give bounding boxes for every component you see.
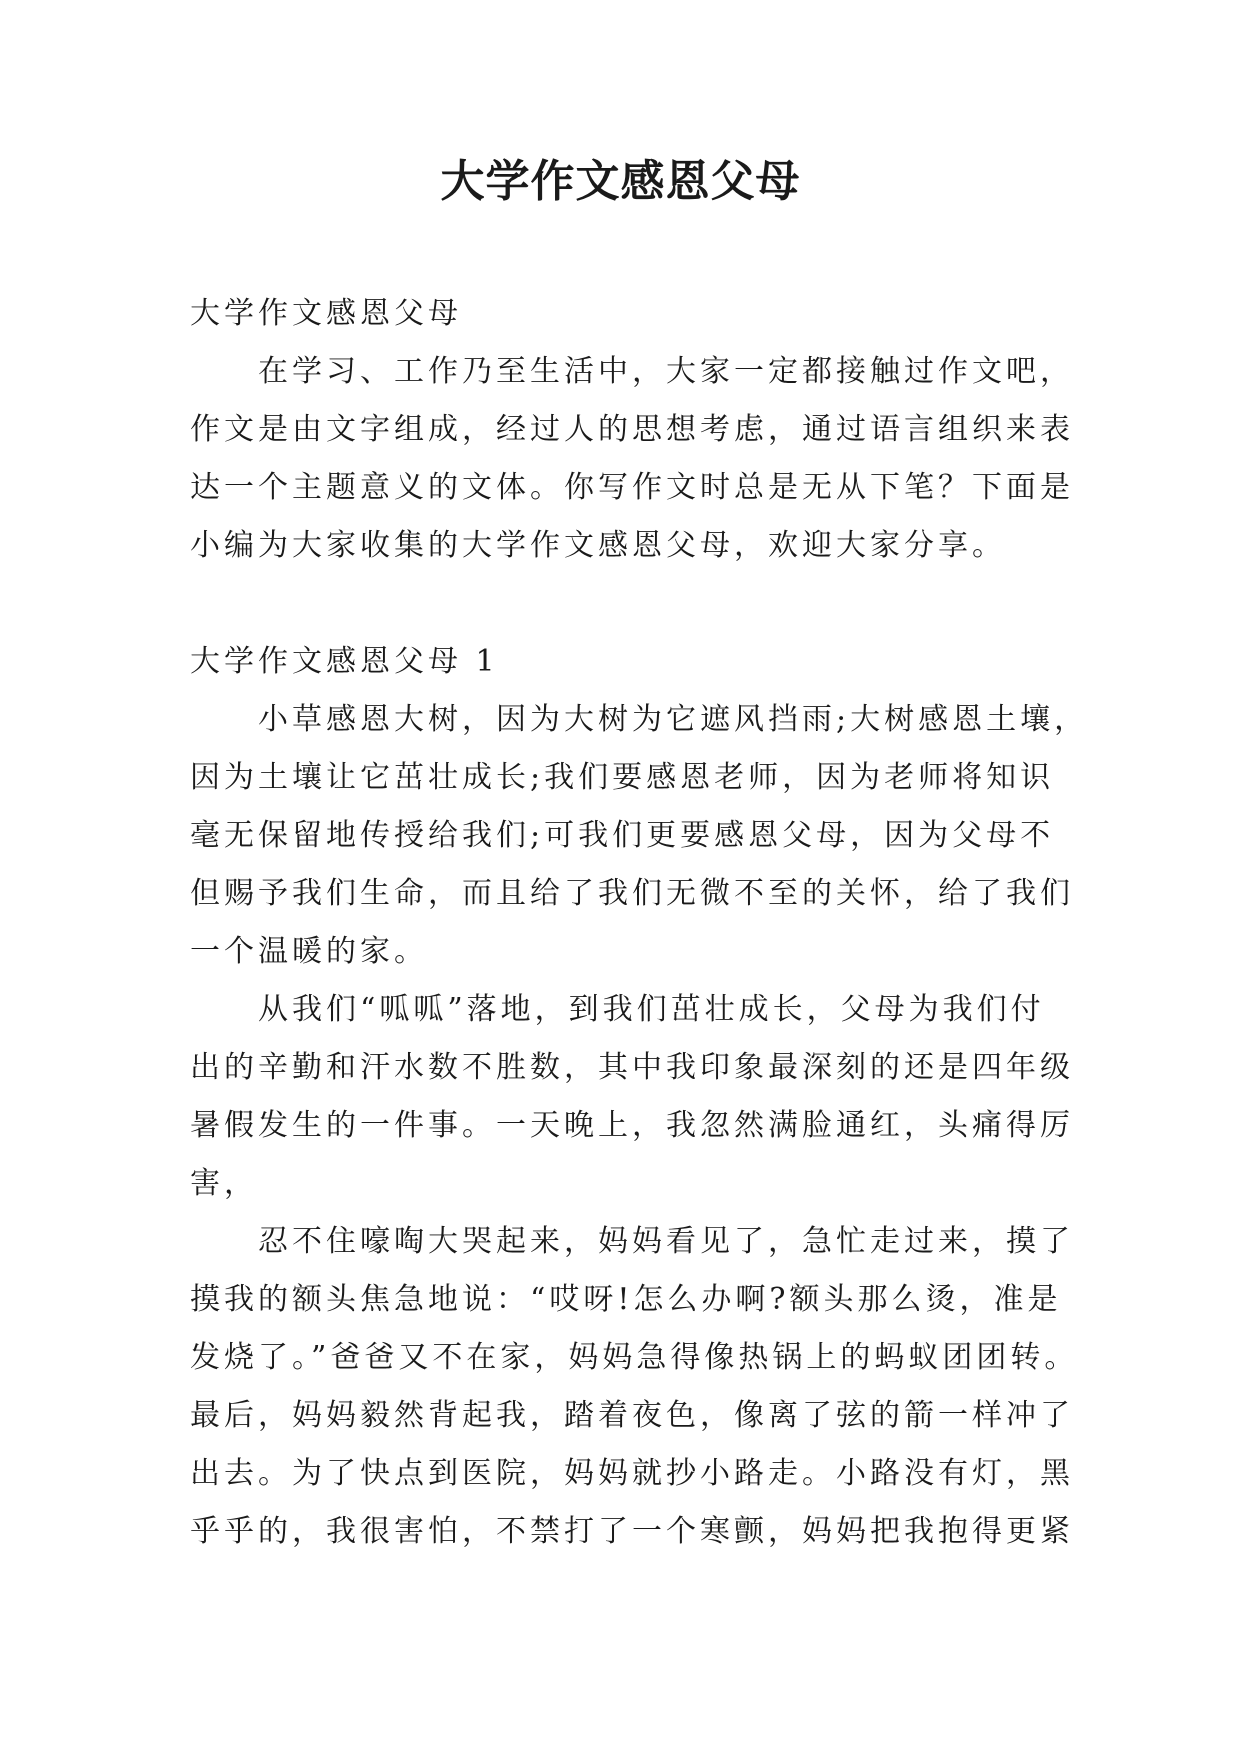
page-title: 大学作文感恩父母 <box>440 156 801 207</box>
paragraph-3 <box>190 1213 1079 1561</box>
paragraph-1 <box>190 691 1089 981</box>
paragraph-line: 忍不住嚎啕大哭起来，妈妈看见了，急忙走过来，摸了 <box>258 1224 1074 1259</box>
subtitle: 大学作文感恩父母 <box>190 296 462 331</box>
paragraph-line: 从我们“呱呱”落地，到我们茁壮成长，父母为我们付 <box>258 992 1045 1027</box>
paragraph-line: 最后，妈妈毅然背起我，踏着夜色，像离了弦的箭一样冲了 <box>190 1398 1074 1433</box>
paragraph-line: 害， <box>190 1166 258 1201</box>
intro-line: 在学习、工作乃至生活中，大家一定都接触过作文吧， <box>258 354 1074 389</box>
paragraph-line: 出去。为了快点到医院，妈妈就抄小路走。小路没有灯，黑 <box>190 1456 1074 1491</box>
intro-line: 小编为大家收集的大学作文感恩父母，欢迎大家分享。 <box>190 528 1006 563</box>
paragraph-line: 一个温暖的家。 <box>190 934 428 969</box>
paragraph-line: 但赐予我们生命，而且给了我们无微不至的关怀，给了我们 <box>190 876 1074 911</box>
intro-line: 达一个主题意义的文体。你写作文时总是无从下笔？下面是 <box>190 470 1074 505</box>
paragraph-line: 暑假发生的一件事。一天晚上，我忽然满脸通红，头痛得厉 <box>190 1108 1074 1143</box>
paragraph-line: 摸我的额头焦急地说：“哎呀!怎么办啊?额头那么烫，准是 <box>190 1282 1062 1317</box>
paragraph-spacer <box>190 575 1070 633</box>
paragraph-line: 出的辛勤和汗水数不胜数，其中我印象最深刻的还是四年级 <box>190 1050 1074 1085</box>
paragraph-line: 小草感恩大树，因为大树为它遮风挡雨;大树感恩土壤， <box>258 702 1089 737</box>
paragraph-line: 因为土壤让它茁壮成长;我们要感恩老师，因为老师将知识 <box>190 760 1055 795</box>
paragraph-2 <box>190 981 1074 1213</box>
intro-paragraph <box>190 343 1074 575</box>
paragraph-line: 发烧了。”爸爸又不在家，妈妈急得像热锅上的蚂蚁团团转。 <box>190 1340 1079 1375</box>
intro-line: 作文是由文字组成，经过人的思想考虑，通过语言组织来表 <box>190 412 1074 447</box>
section-heading: 大学作文感恩父母 1 <box>190 644 499 679</box>
document-body <box>190 285 1089 1561</box>
paragraph-line: 乎乎的，我很害怕，不禁打了一个寒颤，妈妈把我抱得更紧 <box>190 1514 1074 1549</box>
paragraph-line: 毫无保留地传授给我们;可我们更要感恩父母，因为父母不 <box>190 818 1055 853</box>
